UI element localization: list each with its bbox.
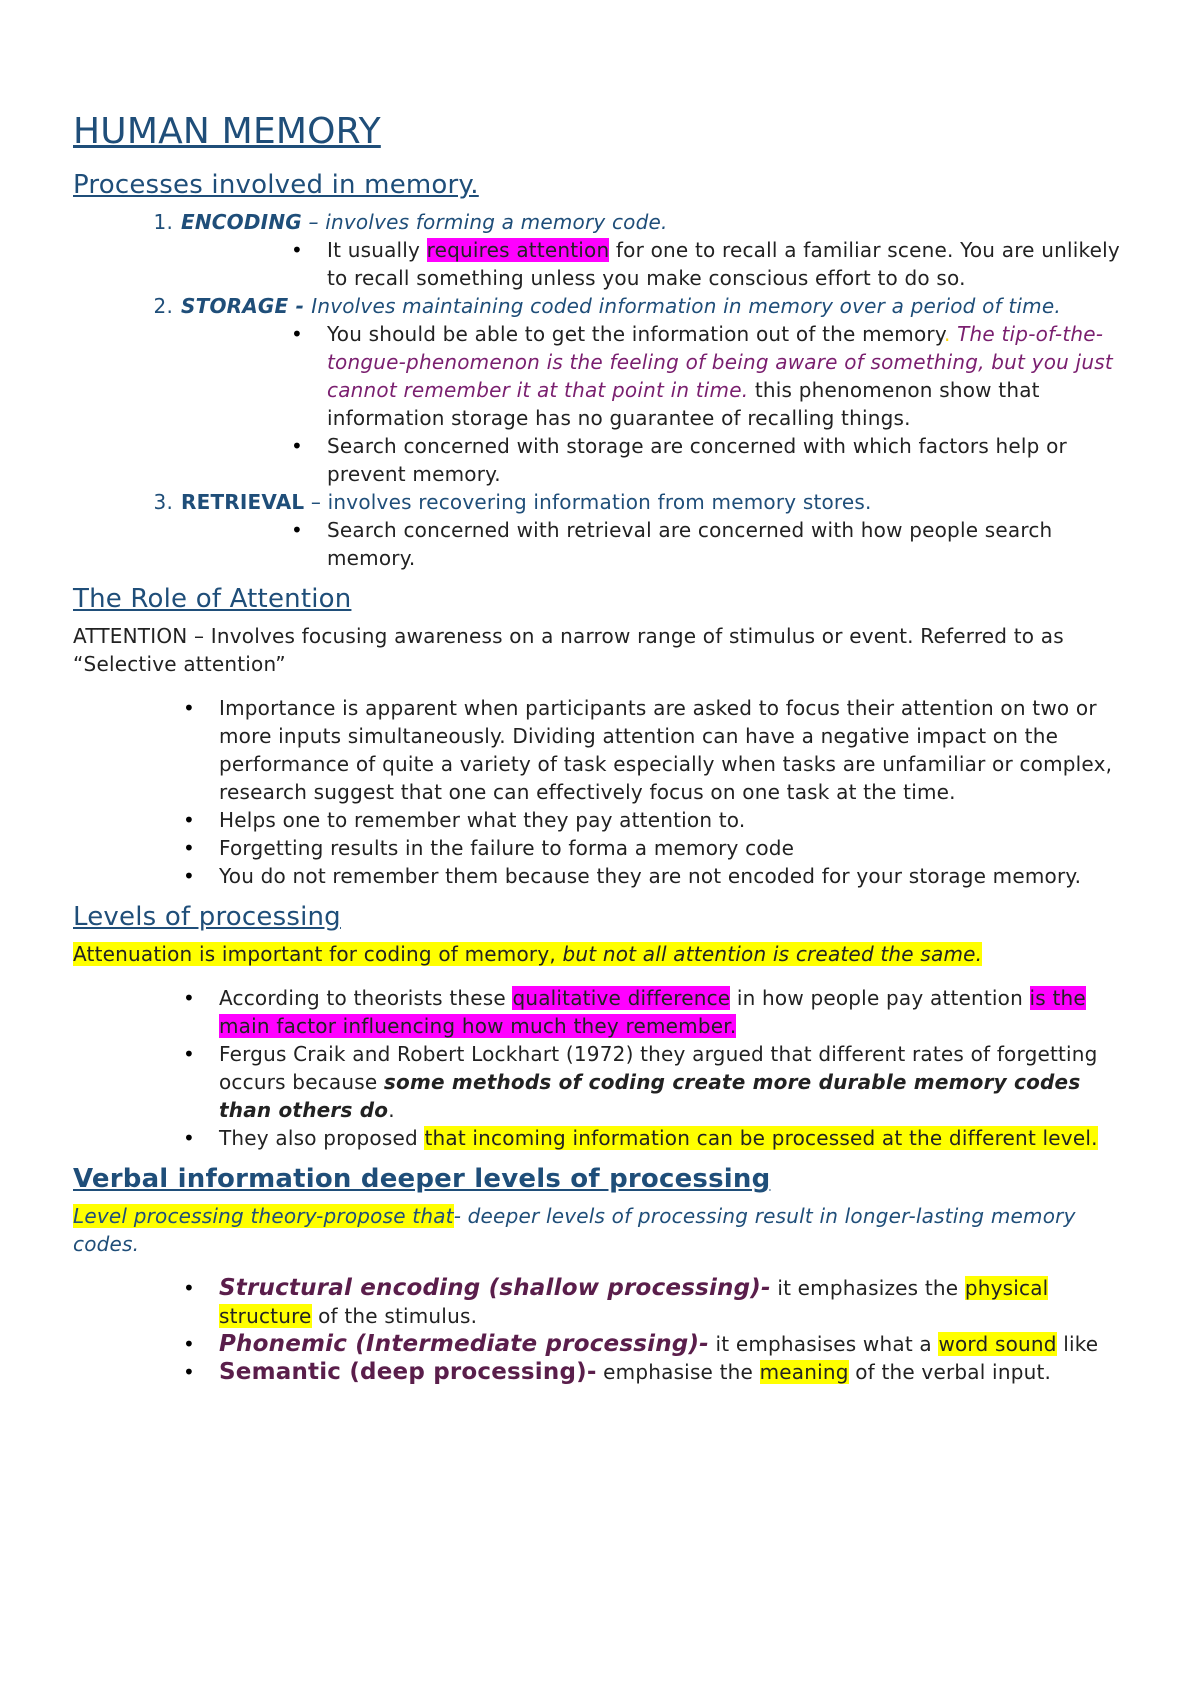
- list-item: [181, 320, 1138, 432]
- heading-verbal: Verbal information deeper levels of processing: [73, 1164, 771, 1194]
- text: for one to recall a familiar scene. You are unlikely to recall something unless you make conscious effort to do so.: [327, 238, 1120, 290]
- list-item: [73, 1358, 1138, 1386]
- text: it emphasises what a: [708, 1332, 939, 1356]
- term-structural: Structural encoding (shallow processing)-: [219, 1275, 771, 1301]
- term-phonemic: Phonemic (Intermediate processing)-: [219, 1331, 709, 1357]
- text: it emphasizes the: [770, 1276, 965, 1300]
- text: You should be able to get the information out of the memory: [327, 322, 945, 346]
- list-item: [73, 984, 1138, 1040]
- section-processes: [73, 168, 1138, 572]
- section-levels: [73, 900, 1138, 1152]
- list-item-storage: [73, 292, 1138, 488]
- list-item: • Importance is apparent when participants are asked to focus their attention on two or more inputs simultaneously. Dividing attention can have a negative impact on the performance of quite a variety of task especially when tasks are unfamiliar or complex, research suggest that one can effectively focus on one task at the time.: [73, 694, 1138, 806]
- highlight: physical structure: [219, 1276, 1049, 1328]
- list-number: 2.: [153, 294, 173, 318]
- text: Fergus Craik and Robert Lockhart (1972) they argued that different rates of forgetting occurs because: [219, 1042, 1098, 1094]
- process-list: [73, 208, 1138, 572]
- section-attention: [73, 582, 1138, 890]
- verbal-bullets: [73, 1274, 1138, 1386]
- highlight: Attenuation is important for coding of memory,: [73, 942, 563, 966]
- text: .: [388, 1098, 395, 1122]
- text: of the stimulus.: [311, 1304, 478, 1328]
- verbal-intro: [73, 1202, 1138, 1258]
- document-body: [73, 110, 1138, 1396]
- text: According to theorists these: [219, 986, 513, 1010]
- highlight: is the main factor influencing how much they remember.: [219, 986, 1086, 1038]
- highlight: qualitative difference: [512, 986, 731, 1010]
- text: in how people pay attention: [730, 986, 1030, 1010]
- text: It usually: [327, 238, 427, 262]
- list-item: • You do not remember them because they are not encoded for your storage memory.: [73, 862, 1138, 890]
- heading-attention: The Role of Attention: [73, 584, 352, 614]
- term-retrieval: RETRIEVAL: [181, 490, 305, 514]
- list-item: • Helps one to remember what they pay attention to.: [73, 806, 1138, 834]
- list-number: 1.: [153, 210, 173, 234]
- text: of the verbal input.: [848, 1360, 1052, 1384]
- text: like: [1056, 1332, 1099, 1356]
- attention-bullets: [73, 694, 1138, 890]
- text: emphasise the: [596, 1360, 760, 1384]
- highlight: meaning: [759, 1360, 849, 1384]
- tip-of-tongue-definition: The tip-of-the-tongue-phenomenon is the feeling of being aware of something, but you just cannot remember it at that point in time.: [327, 322, 1113, 402]
- term-semantic: Semantic (deep processing)-: [219, 1359, 597, 1385]
- term-storage: STORAGE -: [181, 294, 312, 318]
- highlight: word sound: [938, 1332, 1057, 1356]
- list-item: [73, 1040, 1138, 1124]
- text: - deeper levels of processing result in longer-lasting memory codes.: [73, 1204, 1076, 1256]
- list-item-retrieval: [73, 488, 1138, 572]
- list-item: [73, 1330, 1138, 1358]
- emphasis: some methods of coding create more durable memory codes than others do: [219, 1070, 1081, 1122]
- highlight: requires attention: [426, 238, 610, 262]
- levels-intro: [73, 940, 1138, 968]
- definition-storage: Involves maintaining coded information in memory over a period of time.: [311, 294, 1061, 318]
- list-item: • Search concerned with retrieval are concerned with how people search memory.: [181, 516, 1138, 572]
- list-item: [181, 236, 1138, 292]
- list-item-encoding: [73, 208, 1138, 292]
- heading-processes: Processes involved in memory.: [73, 170, 479, 200]
- heading-levels: Levels of processing: [73, 902, 341, 932]
- storage-bullets: [181, 320, 1138, 488]
- definition-encoding: – involves forming a memory code.: [301, 210, 668, 234]
- list-item: • Forgetting results in the failure to forma a memory code: [73, 834, 1138, 862]
- term-encoding: ENCODING: [181, 210, 302, 234]
- section-verbal: [73, 1162, 1138, 1386]
- list-number: 3.: [153, 490, 173, 514]
- highlight: but not all attention is created the same.: [562, 942, 983, 966]
- attention-intro: ATTENTION – Involves focusing awareness on a narrow range of stimulus or event. Referred to as “Selective attention”: [73, 624, 1064, 676]
- retrieval-bullets: [181, 516, 1138, 572]
- text: this phenomenon show that information storage has no guarantee of recalling things.: [327, 378, 1040, 430]
- text: They also proposed: [219, 1126, 425, 1150]
- encoding-bullets: [181, 236, 1138, 292]
- highlight: Level processing theory-propose that: [73, 1204, 454, 1228]
- definition-retrieval: – involves recovering information from memory stores.: [304, 490, 872, 514]
- list-item: [73, 1274, 1138, 1330]
- levels-bullets: [73, 984, 1138, 1152]
- list-item: [73, 1124, 1138, 1152]
- page-title: HUMAN MEMORY: [73, 111, 381, 152]
- highlight: that incoming information can be processed at the different level.: [424, 1126, 1098, 1150]
- text: .: [944, 322, 958, 346]
- list-item: • Search concerned with storage are concerned with which factors help or prevent memory.: [181, 432, 1138, 488]
